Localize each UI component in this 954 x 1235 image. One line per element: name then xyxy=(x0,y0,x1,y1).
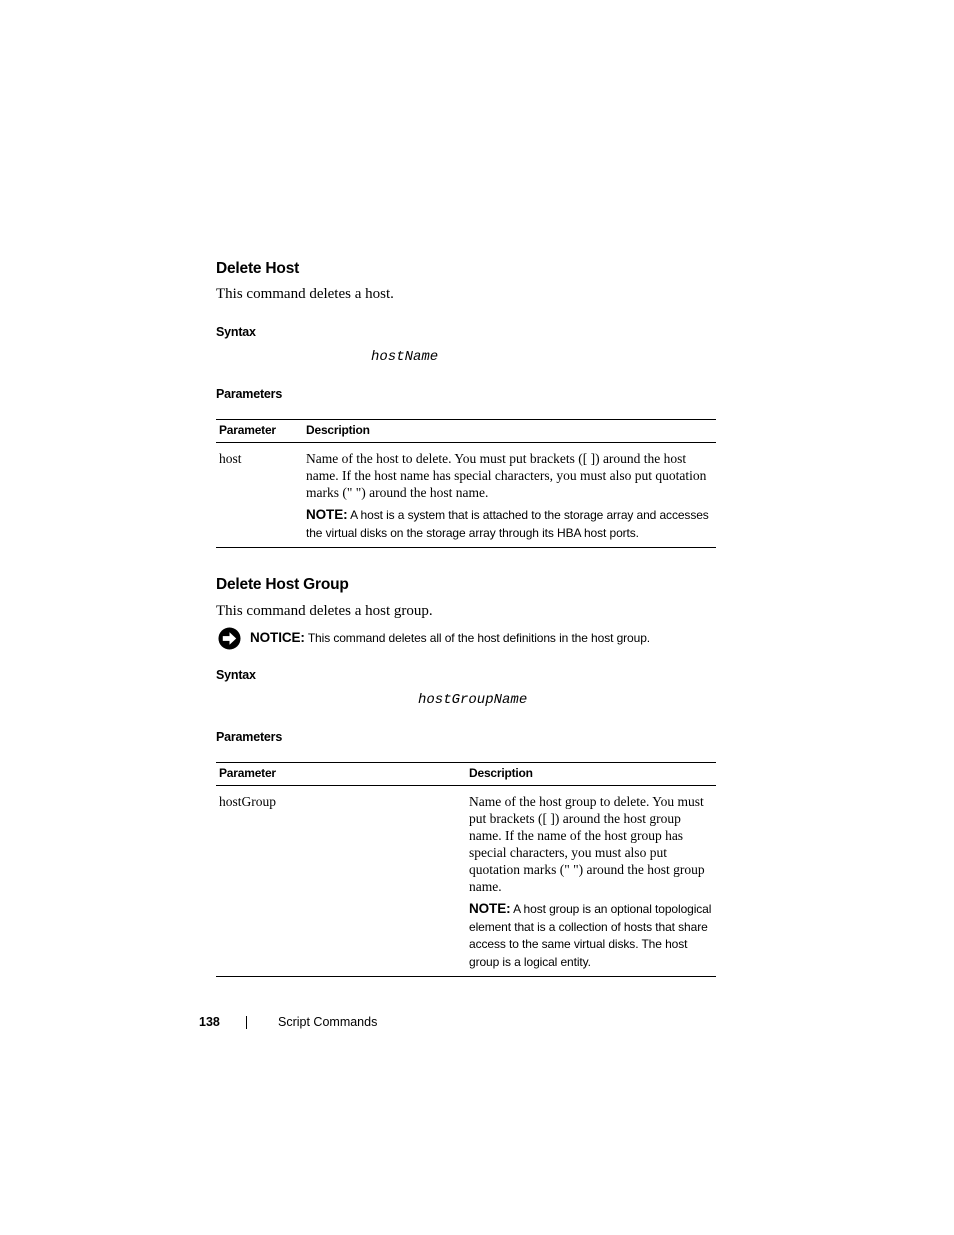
note-label: NOTE: xyxy=(469,901,511,916)
delete-host-syntax-label: Syntax xyxy=(216,325,256,339)
note-label: NOTE: xyxy=(306,507,348,522)
delete-host-intro: This command deletes a host. xyxy=(216,286,394,302)
column-header-parameter: Parameter xyxy=(216,420,303,443)
section-heading-delete-host-group: Delete Host Group xyxy=(216,576,349,593)
notice-text-wrap xyxy=(250,630,650,645)
column-header-description: Description xyxy=(303,420,716,443)
description-cell xyxy=(466,786,716,977)
parameter-description: Name of the host to delete. You must put brackets ([ ]) around the host name. If the host name has special characters, you must also put quotation marks (" ") around the host name. xyxy=(306,451,707,500)
parameter-description: Name of the host group to delete. You must put brackets ([ ]) around the host group name. If the name of the host group has special characters, you must also put quotation marks (" ") around the host group name. xyxy=(469,794,705,894)
table-header-row xyxy=(216,420,716,443)
note-text: A host is a system that is attached to the storage array and accesses the virtual disks on the storage array through its HBA host ports. xyxy=(306,508,709,540)
delete-host-group-parameters-table xyxy=(216,762,716,977)
section-heading-delete-host: Delete Host xyxy=(216,260,300,277)
delete-host-syntax-code: hostName xyxy=(371,349,439,365)
description-cell xyxy=(303,443,716,548)
note xyxy=(469,900,713,971)
table-row xyxy=(216,443,716,548)
column-header-parameter: Parameter xyxy=(216,763,466,786)
footer-separator xyxy=(246,1016,247,1029)
notice-label: NOTICE: xyxy=(250,630,305,645)
delete-host-group-intro: This command deletes a host group. xyxy=(216,603,433,619)
note-text: A host group is an optional topological element that is a collection of hosts that share access to the same virtual disks. The host group is a logical entity. xyxy=(469,902,712,969)
delete-host-parameters-label: Parameters xyxy=(216,387,283,401)
delete-host-group-syntax-code: hostGroupName xyxy=(418,692,528,708)
page-number: 138 xyxy=(199,1015,220,1029)
parameter-cell: hostGroup xyxy=(216,786,466,977)
table-header-row xyxy=(216,763,716,786)
parameter-cell: host xyxy=(216,443,303,548)
notice-arrow-icon xyxy=(218,627,241,650)
table-row xyxy=(216,786,716,977)
notice-text: This command deletes all of the host definitions in the host group. xyxy=(307,631,650,645)
delete-host-group-parameters-label: Parameters xyxy=(216,730,283,744)
note xyxy=(306,506,713,542)
footer-section-title: Script Commands xyxy=(278,1015,378,1029)
column-header-description: Description xyxy=(466,763,716,786)
delete-host-group-syntax-label: Syntax xyxy=(216,668,256,682)
delete-host-parameters-table xyxy=(216,419,716,548)
